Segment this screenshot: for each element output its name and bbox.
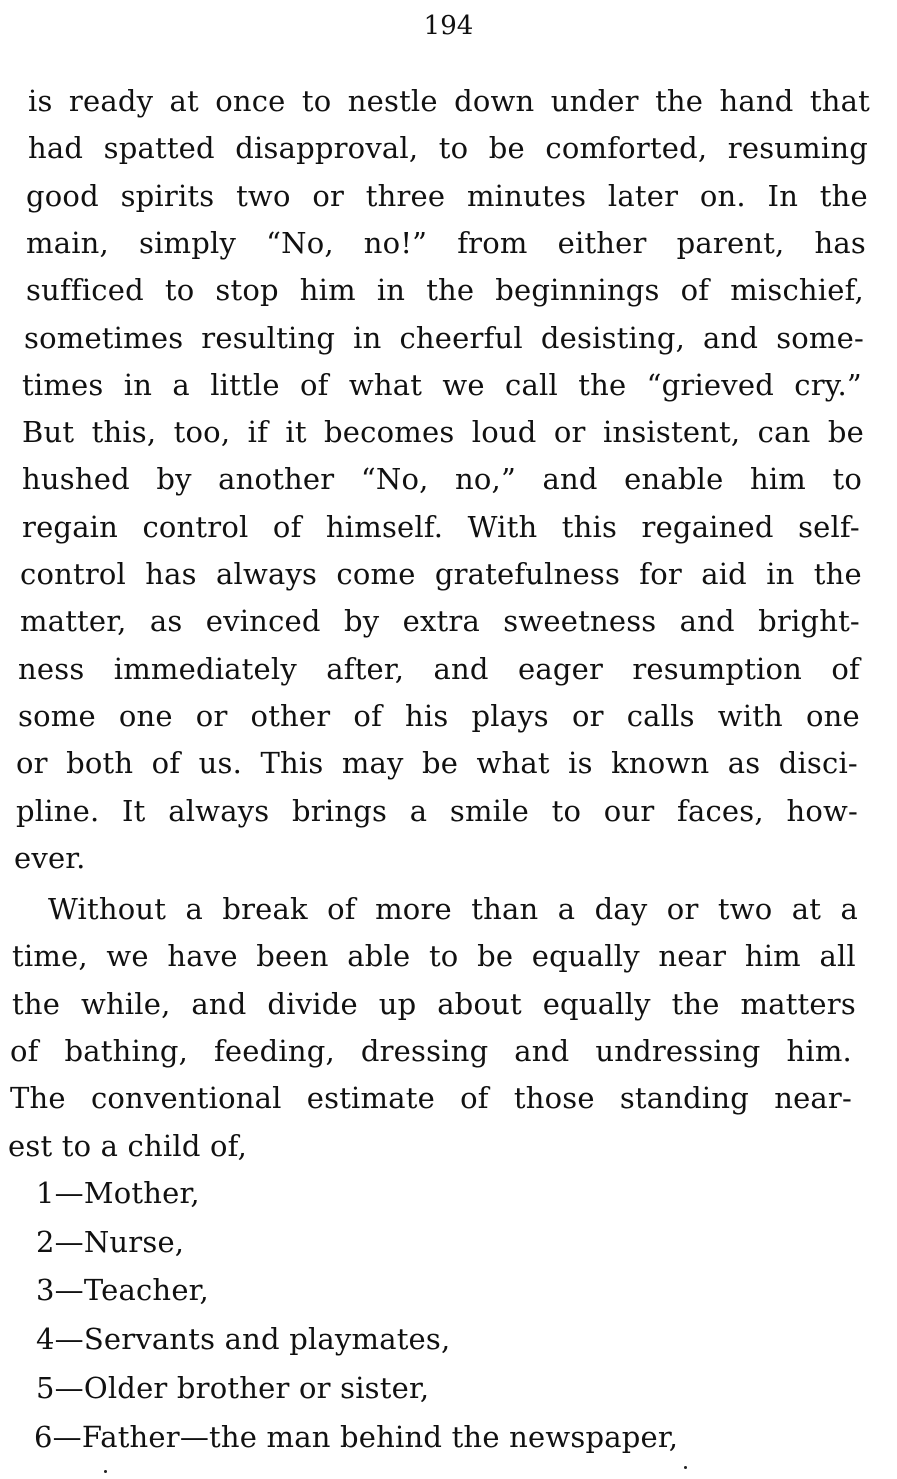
text-line: pline. It always brings a smile to our faces, how-	[16, 793, 858, 828]
text-line: hushed by another “No, no,” and enable him to	[22, 462, 862, 497]
list-item: 4—Servants and playmates,	[36, 1322, 451, 1357]
print-speck	[684, 1466, 687, 1469]
text-line: good spirits two or three minutes later on. In the	[26, 178, 868, 213]
text-line: But this, too, if it becomes loud or insistent, can be	[22, 415, 864, 450]
text-line: regain control of himself. With this regained self-	[22, 509, 860, 544]
list-item: 1—Mother,	[36, 1176, 200, 1210]
text-line: time, we have been able to be equally near him all	[12, 939, 856, 974]
text-line: ness immediately after, and eager resumption of	[18, 651, 860, 686]
text-line: the while, and divide up about equally the matters	[12, 986, 856, 1021]
print-speck	[104, 1470, 107, 1473]
text-line: sufficed to stop him in the beginnings of mischief,	[26, 273, 864, 308]
list-item: 2—Nurse,	[36, 1224, 185, 1259]
text-line: is ready at once to nestle down under the hand that	[28, 84, 870, 118]
text-line: The conventional estimate of those standing near-	[10, 1081, 852, 1116]
text-line: ever.	[14, 840, 86, 875]
text-line: times in a little of what we call the “grieved cry.”	[22, 367, 862, 402]
text-line: Without a break of more than a day or two at a	[48, 892, 858, 926]
text-line: had spatted disapproval, to be comforted, resuming	[28, 131, 868, 166]
text-line: control has always come gratefulness for aid in the	[20, 557, 862, 591]
text-line: est to a child of,	[8, 1128, 247, 1163]
list-item: 5—Older brother or sister,	[36, 1370, 430, 1405]
text-line: of bathing, feeding, dressing and undressing him.	[10, 1033, 852, 1068]
list-item: 6—Father—the man behind the newspaper,	[34, 1419, 679, 1454]
text-line: sometimes resulting in cheerful desisting, and some-	[24, 320, 864, 355]
text-line: or both of us. This may be what is known as disci-	[16, 746, 858, 781]
page-number: 194	[423, 11, 474, 41]
text-line: some one or other of his plays or calls with one	[18, 698, 860, 733]
text-line: matter, as evinced by extra sweetness and bright-	[20, 604, 860, 639]
list-item: 3—Teacher,	[36, 1273, 209, 1308]
text-line: main, simply “No, no!” from either parent, has	[26, 225, 866, 260]
